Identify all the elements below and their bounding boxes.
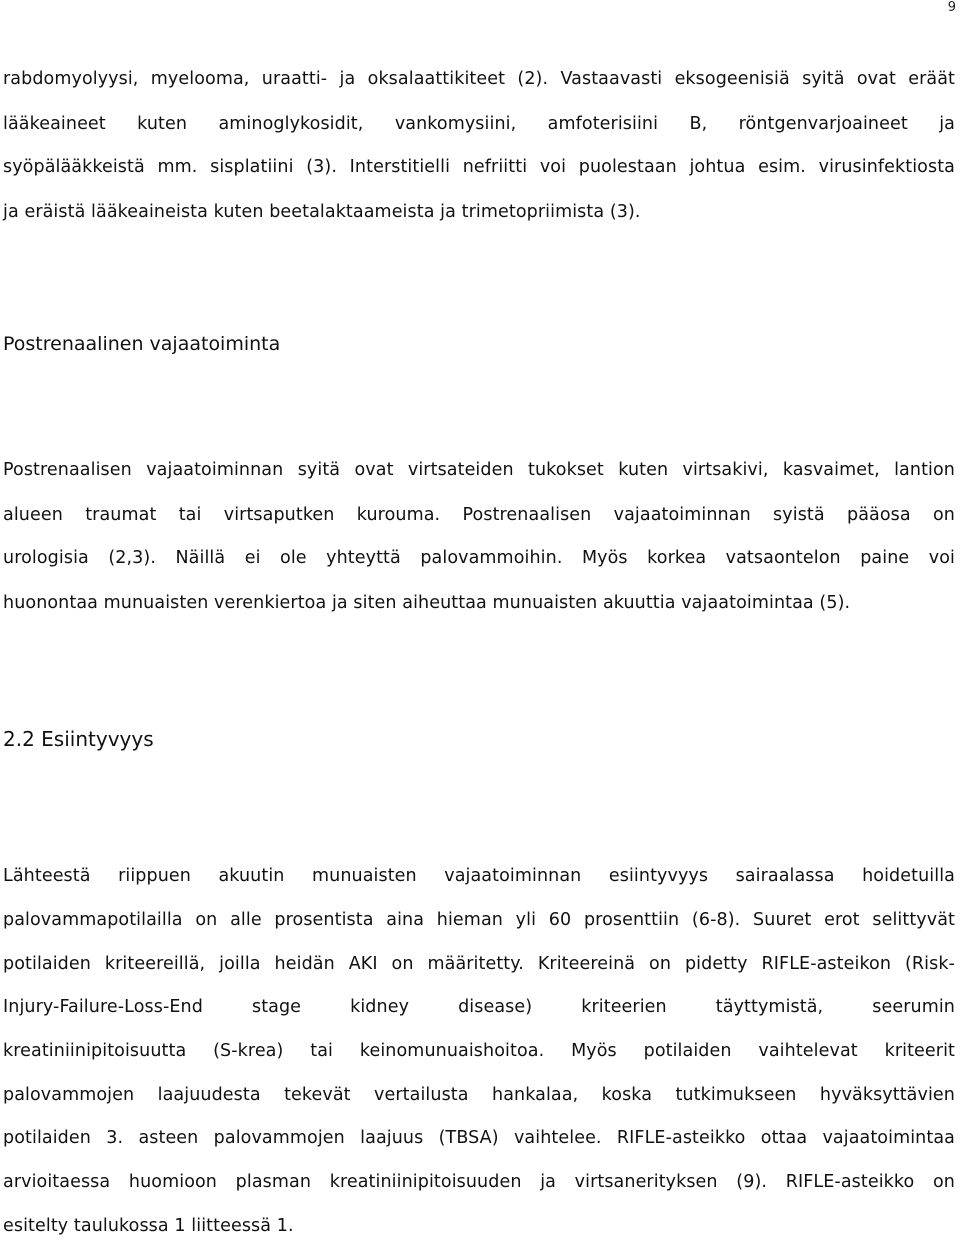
subheading-postrenal: Postrenaalinen vajaatoiminta (3, 333, 281, 355)
text-line: rabdomyolyysi, myelooma, uraatti- ja oksalaattikiteet (2). Vastaavasti eksogeenisiä syitä ovat eräät (3, 69, 955, 89)
text-line: palovammapotilailla on alle prosentista aina hieman yli 60 prosenttiin (6-8). Suuret erot selittyvät (3, 910, 955, 930)
text-line: palovammojen laajuudesta tekevät vertailusta hankalaa, koska tutkimukseen hyväksyttävien (3, 1085, 955, 1105)
text-line: urologisia (2,3). Näillä ei ole yhteyttä palovammoihin. Myös korkea vatsaontelon paine voi (3, 548, 955, 568)
text-line: esitelty taulukossa 1 liitteessä 1. (3, 1216, 294, 1236)
text-line: Injury-Failure-Loss-End stage kidney disease) kriteerien täyttymistä, seerumin (3, 997, 955, 1017)
text-line: syöpälääkkeistä mm. sisplatiini (3). Interstitielli nefriitti voi puolestaan johtua esim. virusinfektiosta (3, 157, 955, 177)
text-line: arvioitaessa huomioon plasman kreatiniinipitoisuuden ja virtsanerityksen (9). RIFLE-asteikko on (3, 1172, 955, 1192)
text-line: Lähteestä riippuen akuutin munuaisten vajaatoiminnan esiintyvyys sairaalassa hoidetuilla (3, 866, 955, 886)
text-line: Postrenaalisen vajaatoiminnan syitä ovat virtsateiden tukokset kuten virtsakivi, kasvaimet, lantion (3, 460, 955, 480)
section-heading: 2.2 Esiintyvyys (3, 727, 154, 751)
text-line: lääkeaineet kuten aminoglykosidit, vankomysiini, amfoterisiini B, röntgenvarjoaineet ja (3, 114, 955, 134)
text-line: ja eräistä lääkeaineista kuten beetalaktaameista ja trimetopriimista (3). (3, 202, 641, 222)
text-line: huonontaa munuaisten verenkiertoa ja siten aiheuttaa munuaisten akuuttia vajaatoimintaa (5). (3, 593, 851, 613)
text-line: potilaiden 3. asteen palovammojen laajuus (TBSA) vaihtelee. RIFLE-asteikko ottaa vajaatoimintaa (3, 1128, 955, 1148)
text-line: alueen traumat tai virtsaputken kurouma. Postrenaalisen vajaatoiminnan syistä pääosa on (3, 505, 955, 525)
page-number: 9 (947, 0, 956, 15)
text-line: potilaiden kriteereillä, joilla heidän AKI on määritetty. Kriteereinä on pidetty RIFLE-asteikon (Risk- (3, 954, 955, 974)
text-line: kreatiniinipitoisuutta (S-krea) tai keinomunuaishoitoa. Myös potilaiden vaihtelevat kriteerit (3, 1041, 955, 1061)
